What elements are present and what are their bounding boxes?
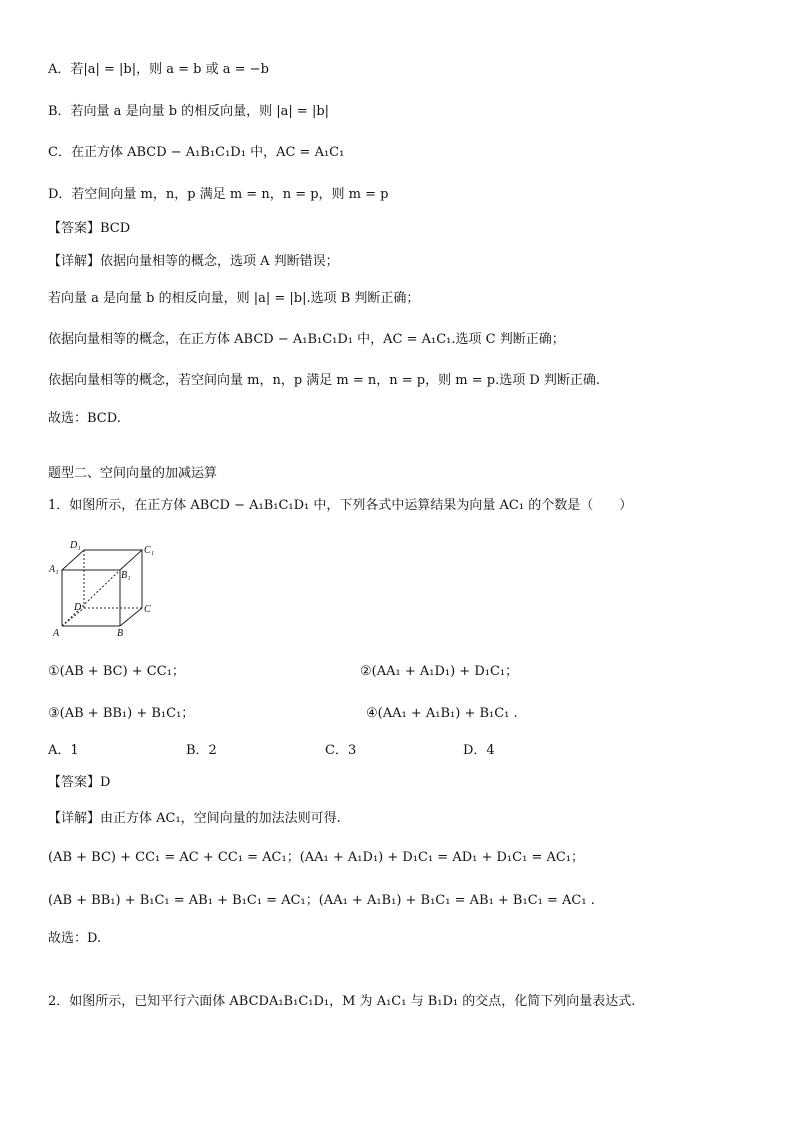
- detail-1-d: 依据向量相等的概念，若空间向量 m，n，p 满足 m = n，n = p，则 m = p.选项 D 判断正确.: [48, 373, 601, 388]
- label-c: C: [144, 604, 151, 615]
- detail-1-c: 依据向量相等的概念，在正方体 ABCD − A₁B₁C₁D₁ 中，AC = A₁C₁.选项 C 判断正确；: [48, 332, 565, 347]
- line-option-d: D．若空间向量 m，n，p 满足 m = n，n = p，则 m = p: [48, 187, 389, 202]
- label-b: B: [117, 628, 124, 639]
- label-a1: A₁: [49, 564, 59, 575]
- detail-2: 【详解】由正方体 AC₁，空间向量的加法法则可得.: [48, 811, 341, 826]
- conclusion-2: 故选：D.: [48, 931, 102, 946]
- answer-1: 【答案】BCD: [48, 221, 131, 236]
- label-d1: D₁: [70, 540, 81, 551]
- detail-1-b: 若向量 a 是向量 b 的相反向量，则 |a| = |b|.选项 B 判断正确；: [48, 291, 420, 306]
- detail-1: 【详解】依据向量相等的概念，选项 A 判断错误；: [48, 254, 339, 269]
- problem-2: 2．如图所示，已知平行六面体 ABCDA₁B₁C₁D₁，M 为 A₁C₁ 与 B₁D₁ 的交点，化简下列向量表达式.: [48, 994, 636, 1009]
- line-option-b: B．若向量 a 是向量 b 的相反向量，则 |a| = |b|: [48, 104, 330, 119]
- cube-figure: [45, 537, 160, 642]
- expr-2: ②(AA₁ + A₁D₁) + D₁C₁；: [360, 664, 519, 679]
- label-d: D: [74, 602, 82, 613]
- expr-1: ①(AB + BC) + CC₁；: [48, 664, 185, 679]
- derivation-2: (AB + BB₁) + B₁C₁ = AB₁ + B₁C₁ = AC₁；(AA₁ + A₁B₁) + B₁C₁ = AB₁ + B₁C₁ = AC₁ .: [48, 893, 595, 908]
- label-a: A: [53, 628, 60, 639]
- choice-b: B．2: [186, 743, 217, 758]
- expr-3: ③(AB + BB₁) + B₁C₁；: [48, 706, 195, 721]
- derivation-1: (AB + BC) + CC₁ = AC + CC₁ = AC₁；(AA₁ + A₁D₁) + D₁C₁ = AD₁ + D₁C₁ = AC₁；: [48, 850, 585, 865]
- choice-c: C．3: [325, 743, 357, 758]
- label-b1: B₁: [121, 570, 131, 581]
- choice-a: A．1: [48, 743, 79, 758]
- line-option-a: A．若|a| = |b|，则 a = b 或 a = −b: [48, 62, 269, 77]
- conclusion-1: 故选：BCD.: [48, 411, 121, 426]
- line-option-c: C．在正方体 ABCD − A₁B₁C₁D₁ 中，AC = A₁C₁: [48, 145, 345, 160]
- label-c1: C₁: [144, 545, 155, 556]
- answer-2: 【答案】D: [48, 775, 111, 790]
- choice-d: D．4: [463, 743, 495, 758]
- section-title: 题型二、空间向量的加减运算: [48, 466, 218, 481]
- problem-1: 1．如图所示，在正方体 ABCD − A₁B₁C₁D₁ 中，下列各式中运算结果为向量 AC₁ 的个数是（ ）: [48, 498, 633, 513]
- expr-4: ④(AA₁ + A₁B₁) + B₁C₁ .: [366, 706, 518, 721]
